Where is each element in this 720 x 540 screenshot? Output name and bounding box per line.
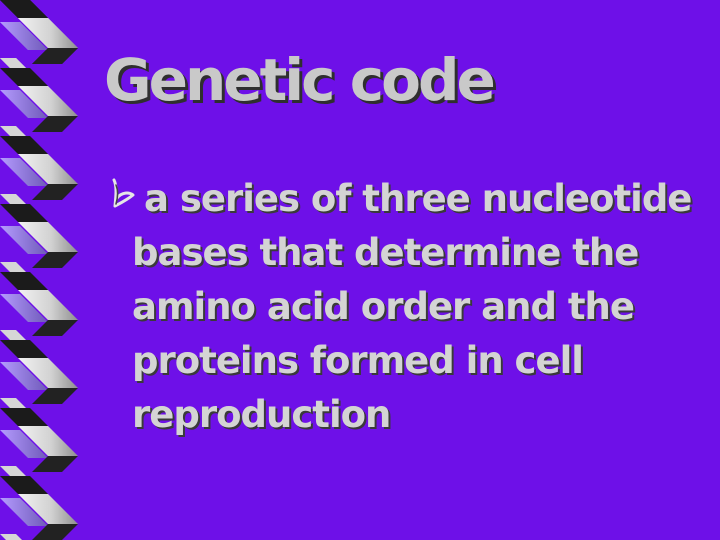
slide-title: Genetic code [104, 46, 493, 114]
bullet-line-5: reproduction [132, 393, 391, 436]
left-ribbon-pattern [0, 0, 82, 540]
bullet-line-3: amino acid order and the [132, 285, 634, 328]
bullet-text-block [132, 172, 692, 462]
bullet-line-4: proteins formed in cell [132, 339, 583, 382]
left-ribbon-border [0, 0, 82, 540]
bullet-line-2: bases that determine the [132, 231, 639, 274]
bullet-line-1: a series of three nucleotide [144, 177, 692, 220]
